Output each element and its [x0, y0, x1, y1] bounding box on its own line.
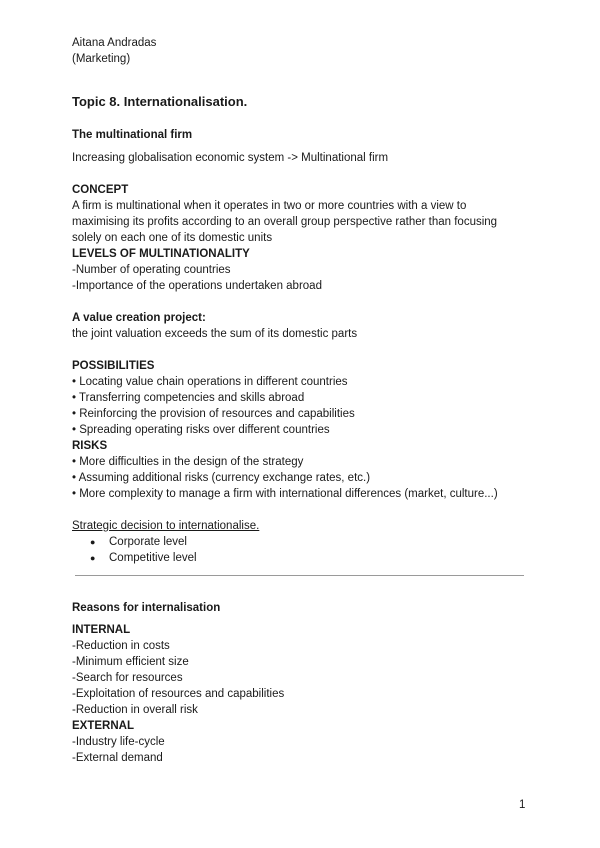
concept-heading: CONCEPT: [72, 184, 129, 196]
value-project-text: the joint valuation exceeds the sum of its domestic parts: [72, 328, 358, 340]
strategic-item: Corporate level: [109, 536, 187, 548]
author-department: (Marketing): [72, 53, 131, 65]
levels-item: -Number of operating countries: [72, 264, 231, 276]
page-number: 1: [519, 799, 526, 811]
internal-item: -Reduction in overall risk: [72, 704, 198, 716]
risks-item: • More complexity to manage a firm with international differences (market, culture...): [72, 488, 498, 500]
external-item: -External demand: [72, 752, 163, 764]
possibilities-item: • Reinforcing the provision of resources and capabilities: [72, 408, 355, 420]
multinational-intro: Increasing globalisation economic system -> Multinational firm: [72, 152, 389, 164]
reasons-heading: Reasons for internalisation: [72, 602, 221, 614]
external-item: -Industry life-cycle: [72, 736, 165, 748]
internal-item: -Reduction in costs: [72, 640, 170, 652]
risks-item: • Assuming additional risks (currency exchange rates, etc.): [72, 472, 371, 484]
bullet-icon: ●: [90, 553, 96, 563]
levels-item: -Importance of the operations undertaken abroad: [72, 280, 322, 292]
levels-heading: LEVELS OF MULTINATIONALITY: [72, 248, 250, 260]
possibilities-heading: POSSIBILITIES: [72, 360, 155, 372]
internal-item: -Search for resources: [72, 672, 183, 684]
horizontal-divider: [75, 575, 524, 576]
possibilities-item: • Transferring competencies and skills abroad: [72, 392, 305, 404]
external-heading: EXTERNAL: [72, 720, 134, 732]
value-project-heading: A value creation project:: [72, 312, 206, 324]
concept-line: solely on each one of its domestic units: [72, 232, 273, 244]
risks-item: • More difficulties in the design of the strategy: [72, 456, 304, 468]
author-name: Aitana Andradas: [72, 37, 157, 49]
strategic-heading: Strategic decision to internationalise.: [72, 520, 260, 532]
concept-line: A firm is multinational when it operates in two or more countries with a view to: [72, 200, 467, 212]
bullet-icon: ●: [90, 537, 96, 547]
internal-item: -Exploitation of resources and capabilities: [72, 688, 285, 700]
multinational-heading: The multinational firm: [72, 129, 193, 141]
risks-heading: RISKS: [72, 440, 108, 452]
possibilities-item: • Spreading operating risks over different countries: [72, 424, 330, 436]
internal-heading: INTERNAL: [72, 624, 131, 636]
possibilities-item: • Locating value chain operations in different countries: [72, 376, 348, 388]
strategic-item: Competitive level: [109, 552, 197, 564]
topic-title: Topic 8. Internationalisation.: [72, 94, 248, 109]
concept-line: maximising its profits according to an overall group perspective rather than focusing: [72, 216, 498, 228]
internal-item: -Minimum efficient size: [72, 656, 189, 668]
